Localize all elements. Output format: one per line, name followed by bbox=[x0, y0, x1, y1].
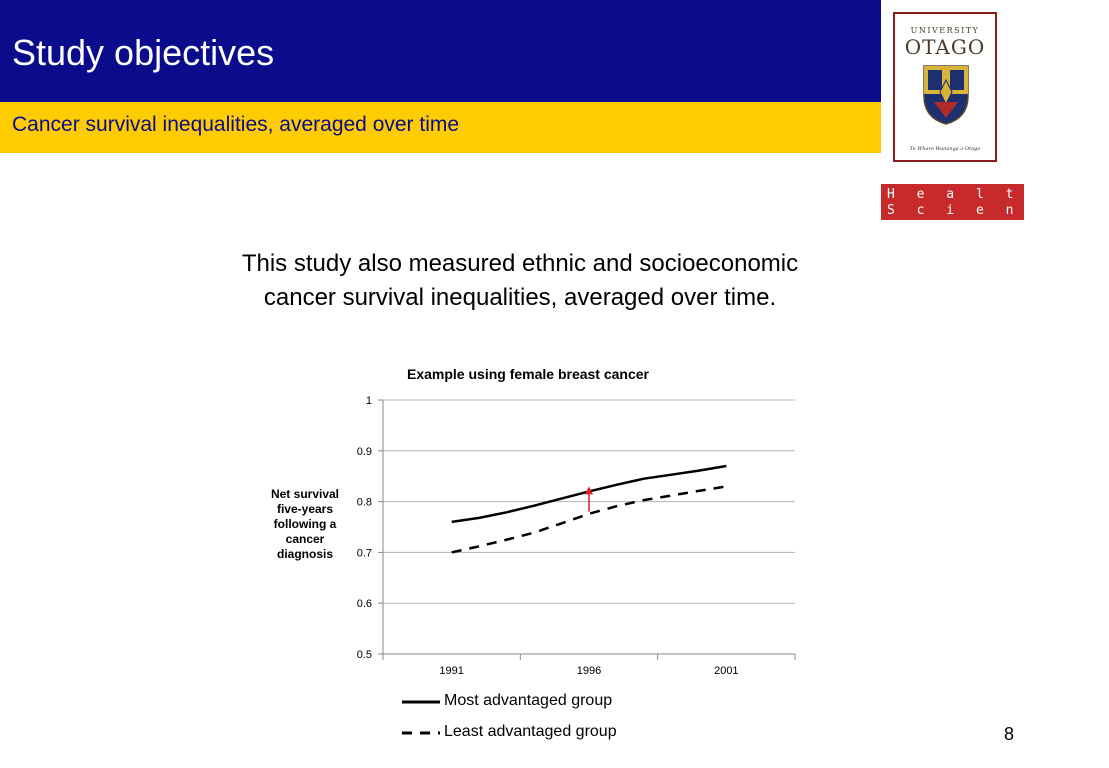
slide-title: Study objectives bbox=[12, 32, 275, 73]
y-tick-label: 0.5 bbox=[356, 649, 372, 661]
health-text: H e a l t h bbox=[887, 187, 1051, 202]
page-number: 8 bbox=[1003, 724, 1014, 744]
legend-item-least-advantaged: Least advantaged group bbox=[444, 723, 617, 740]
x-tick-label: 1996 bbox=[576, 665, 602, 677]
y-axis-label-line: cancer bbox=[285, 532, 325, 546]
chart-title: Example using female breast cancer bbox=[407, 366, 649, 382]
intro-line-1: This study also measured ethnic and socioeconomic bbox=[241, 250, 799, 277]
logo-otago-text: OTAGO bbox=[904, 35, 986, 59]
y-tick-label: 0.9 bbox=[356, 445, 372, 458]
axes bbox=[378, 400, 795, 660]
logo-motto: Te Whare Wananga o Otago bbox=[909, 146, 981, 152]
x-tick-label: 2001 bbox=[714, 665, 739, 677]
y-axis-label-line: following a bbox=[273, 517, 337, 531]
y-tick-label: 0.7 bbox=[356, 547, 372, 560]
y-axis-label-line: five-years bbox=[276, 502, 334, 516]
y-axis-label-line: diagnosis bbox=[276, 547, 333, 561]
x-tick-label: 1991 bbox=[439, 665, 464, 677]
sciences-text: S c i e n c e s bbox=[887, 203, 1109, 218]
tick-labels bbox=[357, 395, 739, 677]
y-axis-label bbox=[250, 487, 360, 562]
intro-line-2: cancer survival inequalities, averaged over time. bbox=[263, 284, 777, 311]
y-tick-label: 0.6 bbox=[356, 598, 372, 611]
y-axis-label-line: Net survival bbox=[270, 487, 340, 501]
legend-item-most-advantaged: Most advantaged group bbox=[444, 692, 613, 709]
y-tick-label: 0.8 bbox=[356, 496, 372, 509]
slide-subtitle: Cancer survival inequalities, averaged over time bbox=[12, 113, 460, 136]
y-tick-label: 1 bbox=[365, 395, 372, 407]
logo-university-text: UNIVERSITY bbox=[910, 26, 980, 35]
